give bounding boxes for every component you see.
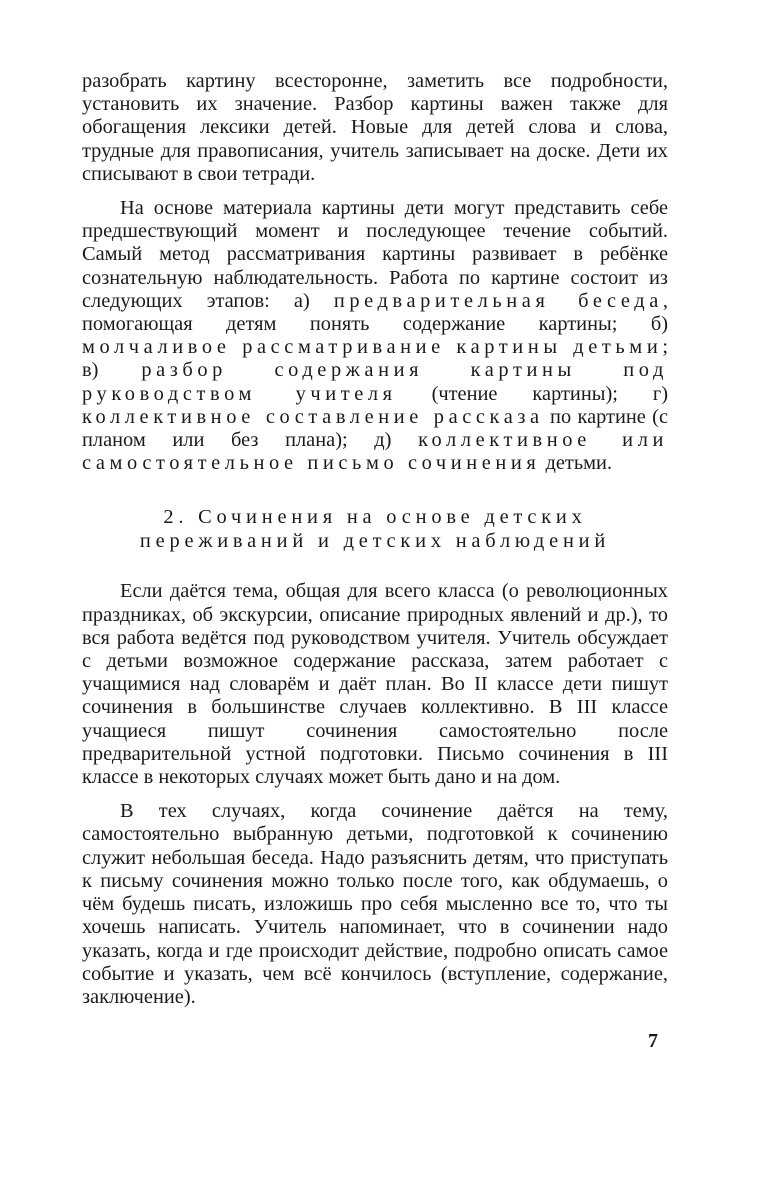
page-number: 7 xyxy=(648,1030,658,1052)
paragraph-2-intro: На основе материала картины дети могут представить себе предшествующий момент и последующее течение событий. Самый метод рассматривания картины развивает в ребёнке сознательную наблюдательность. Работа по картине состоит из следующих этапов: а) xyxy=(82,197,668,312)
paragraph-4: В тех случаях, когда сочинение даётся на тему, самостоятельно выбранную детьми, подготовкой к сочинению служит небольшая беседа. Надо разъяснить детям, что приступать к письму сочинения можно только после того, как обдумаешь, о чём будешь писать, изложишь про себя мысленно все то, что ты хочешь написать. Учитель напоминает, что в сочинении надо указать, когда и где происходит действие, подробно описать самое событие и указать, чем всё кончилось (вступление, содержание, заключение). xyxy=(82,800,668,1008)
section-heading-line-2: переживаний и детских наблюдений xyxy=(139,530,611,553)
paragraph-3: Если даётся тема, общая для всего класса (о революционных праздниках, об экскурсии, описание природных явлений и др.), то вся работа ведётся под руководством учителя. Учитель обсуждает с детьми возможное содержание рассказа, затем работает с учащимися над словарём и даёт план. Во II классе дети пишут сочинения в большинстве случаев коллективно. В III классе учащиеся пишут сочинения самостоятельно после предварительной устной подготовки. Письмо сочинения в III классе в некоторых случаях может быть дано и на дом. xyxy=(82,580,668,789)
paragraph-gap xyxy=(82,186,668,197)
paragraph-2-seg-2: ; в) xyxy=(82,336,668,382)
section-heading xyxy=(82,505,668,553)
stage-c-term: разбор содержания картины под руководством учителя xyxy=(82,359,668,405)
page-body xyxy=(82,70,668,1009)
paragraph-gap xyxy=(82,789,668,800)
stage-d-term: коллективное составление рассказа xyxy=(82,405,544,428)
paragraph-2-seg-3: (чтение картины); г) xyxy=(396,382,669,405)
paragraph-2-seg-4: по картине (с планом или без плана); д) xyxy=(82,405,668,452)
stage-a-term: предварительная беседа xyxy=(333,289,663,312)
stage-e-term: коллективное или самостоятельное письмо сочинения xyxy=(82,429,668,475)
paragraph-2 xyxy=(82,197,668,475)
stage-b-term: молчаливое рассматривание картины детьми xyxy=(82,336,663,359)
section-heading-line-1: 2. Сочинения на основе детских xyxy=(163,506,587,529)
paragraph-2-seg-1: , помогающая детям понять содержание картины; б) xyxy=(82,289,668,336)
paragraph-2-seg-5: детьми. xyxy=(540,452,613,475)
paragraph-1: разобрать картину всесторонне, заметить все подробности, установить их значение. Разбор картины важен также для обогащения лексики детей. Новые для детей слова и слова, трудные для правописания, учитель записывает на доске. Дети их списывают в свои тетради. xyxy=(82,70,668,185)
